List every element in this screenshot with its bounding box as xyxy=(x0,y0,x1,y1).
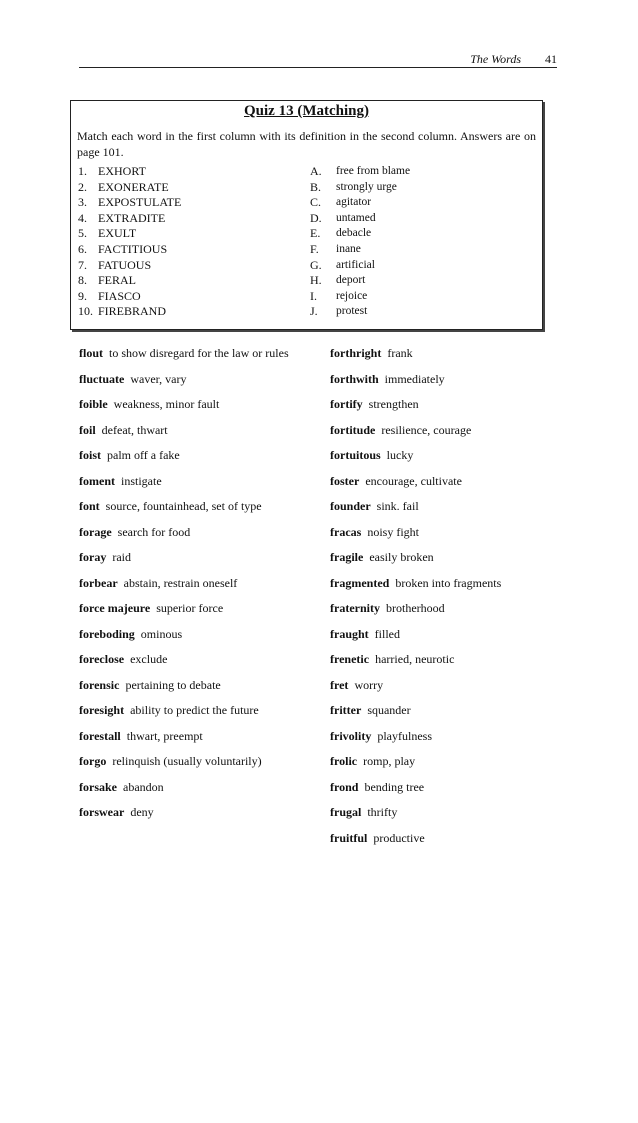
entry-definition: source, fountainhead, set of type xyxy=(105,499,262,513)
entry-word: fortitude xyxy=(330,422,376,437)
entry-word: fragile xyxy=(330,550,364,564)
quiz-row xyxy=(71,180,542,196)
entry-word: flout xyxy=(79,346,103,360)
entry-definition: pertaining to debate xyxy=(125,677,221,692)
entry-word: fruitful xyxy=(330,830,368,845)
entry-definition: superior force xyxy=(156,601,224,615)
glossary-entry xyxy=(79,396,311,412)
page-number: 41 xyxy=(545,52,557,66)
entry-definition: broken into fragments xyxy=(395,575,502,590)
entry-word: fracas xyxy=(330,524,362,539)
glossary-entry xyxy=(330,549,560,565)
entry-word: forswear xyxy=(79,805,125,819)
entry-definition: raid xyxy=(112,550,131,564)
quiz-item-word: EXTRADITE xyxy=(98,210,166,225)
glossary-entry xyxy=(330,702,560,718)
quiz-def-text: protest xyxy=(336,305,368,318)
glossary-entry xyxy=(79,626,311,642)
quiz-item-word: EXPOSTULATE xyxy=(98,195,182,210)
page-header xyxy=(79,52,557,68)
glossary-entry xyxy=(330,371,560,387)
entry-definition: defeat, thwart xyxy=(101,422,168,437)
entry-word: foray xyxy=(79,550,107,564)
glossary-right-column xyxy=(330,345,560,855)
running-title: The Words xyxy=(470,52,521,66)
entry-definition: immediately xyxy=(384,371,445,386)
entry-definition: instigate xyxy=(121,473,162,488)
glossary-entry xyxy=(330,626,560,642)
entry-word: foment xyxy=(79,473,115,488)
entry-definition: ominous xyxy=(140,626,183,641)
entry-word: foible xyxy=(79,397,108,411)
entry-word: foreboding xyxy=(79,626,135,641)
glossary-entry xyxy=(79,677,311,693)
quiz-row xyxy=(71,226,542,242)
entry-word: foster xyxy=(330,473,360,488)
glossary-entry xyxy=(79,549,311,565)
quiz-def-letter: I. xyxy=(310,288,317,303)
entry-word: foreclose xyxy=(79,652,125,666)
quiz-def-text: inane xyxy=(336,242,361,255)
quiz-item-number: 2. xyxy=(78,179,87,194)
glossary-entry xyxy=(79,422,311,438)
entry-definition: weakness, minor fault xyxy=(113,397,220,411)
glossary-entry xyxy=(330,422,560,438)
glossary-entry xyxy=(330,600,560,616)
quiz-item-word: FERAL xyxy=(98,273,137,288)
quiz-row xyxy=(71,211,542,227)
entry-word: forthwith xyxy=(330,371,379,386)
glossary-entry xyxy=(330,677,560,693)
entry-definition: deny xyxy=(130,805,154,819)
entry-word: frenetic xyxy=(330,652,370,666)
quiz-def-letter: J. xyxy=(310,304,318,319)
entry-definition: strengthen xyxy=(368,397,419,411)
entry-definition: productive xyxy=(373,830,425,845)
quiz-def-letter: G. xyxy=(310,257,322,272)
quiz-item-number: 7. xyxy=(78,257,87,272)
quiz-match-list xyxy=(71,164,542,320)
entry-word: forbear xyxy=(79,575,118,590)
quiz-item-number: 5. xyxy=(78,226,87,241)
entry-word: foist xyxy=(79,448,101,462)
quiz-item-word: FIREBRAND xyxy=(98,304,167,319)
entry-definition: waver, vary xyxy=(130,371,187,386)
quiz-row xyxy=(71,195,542,211)
quiz-item-number: 1. xyxy=(78,164,87,178)
quiz-row xyxy=(71,164,542,180)
glossary-entry xyxy=(79,575,311,591)
entry-word: fortify xyxy=(330,397,363,411)
entry-definition: filled xyxy=(374,626,400,641)
entry-definition: playfulness xyxy=(377,728,432,743)
quiz-def-letter: D. xyxy=(310,210,322,225)
glossary-entry xyxy=(79,600,311,616)
quiz-item-number: 10. xyxy=(78,304,93,319)
glossary-entry xyxy=(330,753,560,769)
entry-definition: worry xyxy=(354,677,384,692)
entry-word: foil xyxy=(79,422,96,437)
quiz-item-number: 3. xyxy=(78,195,87,210)
quiz-row xyxy=(71,304,542,320)
entry-word: fraternity xyxy=(330,601,380,615)
quiz-row xyxy=(71,258,542,274)
quiz-row xyxy=(71,273,542,289)
entry-word: forsake xyxy=(79,779,117,794)
quiz-item-word: FACTITIOUS xyxy=(98,241,168,256)
quiz-def-text: artificial xyxy=(336,258,375,271)
entry-word: force majeure xyxy=(79,601,151,615)
quiz-def-letter: H. xyxy=(310,273,322,288)
entry-definition: abandon xyxy=(123,779,164,794)
entry-definition: resilience, courage xyxy=(381,422,472,437)
entry-word: forthright xyxy=(330,346,382,360)
entry-word: founder xyxy=(330,499,371,513)
glossary-entry xyxy=(79,753,311,769)
entry-definition: thwart, preempt xyxy=(126,728,203,743)
entry-definition: relinquish (usually voluntarily) xyxy=(112,754,262,768)
glossary-entry xyxy=(330,524,560,540)
glossary-entry xyxy=(79,524,311,540)
glossary-entry xyxy=(330,651,560,667)
quiz-item-word: FIASCO xyxy=(98,288,141,303)
entry-word: fragmented xyxy=(330,575,390,590)
quiz-box xyxy=(70,100,543,330)
entry-word: fortuitous xyxy=(330,448,381,462)
glossary-entry xyxy=(330,473,560,489)
quiz-item-word: EXULT xyxy=(98,226,137,241)
entry-word: frond xyxy=(330,779,359,794)
quiz-item-number: 9. xyxy=(78,288,87,303)
quiz-item-word: EXHORT xyxy=(98,164,146,178)
quiz-title: Quiz 13 (Matching) xyxy=(244,103,369,119)
quiz-item-word: FATUOUS xyxy=(98,257,152,272)
quiz-def-letter: A. xyxy=(310,164,322,178)
quiz-def-text: untamed xyxy=(336,211,376,224)
entry-definition: abstain, restrain oneself xyxy=(123,575,238,590)
glossary-entry xyxy=(330,396,560,412)
quiz-item-number: 4. xyxy=(78,210,87,225)
quiz-row xyxy=(71,242,542,258)
entry-definition: squander xyxy=(367,703,411,717)
entry-word: fraught xyxy=(330,626,369,641)
glossary-entry xyxy=(79,447,311,463)
entry-word: fritter xyxy=(330,703,362,717)
quiz-def-text: rejoice xyxy=(336,289,368,302)
entry-word: fret xyxy=(330,677,349,692)
entry-word: frugal xyxy=(330,805,362,819)
entry-word: foresight xyxy=(79,703,125,717)
glossary-entry xyxy=(330,498,560,514)
entry-definition: thrifty xyxy=(367,805,398,819)
glossary-entry xyxy=(79,345,311,361)
glossary-entry xyxy=(330,345,560,361)
entry-word: forgo xyxy=(79,754,107,768)
entry-definition: encourage, cultivate xyxy=(365,473,462,488)
entry-definition: frank xyxy=(387,346,413,360)
entry-definition: harried, neurotic xyxy=(375,652,455,666)
glossary-entry xyxy=(79,779,311,795)
quiz-def-letter: C. xyxy=(310,195,322,210)
entry-word: frivolity xyxy=(330,728,372,743)
glossary-entry xyxy=(330,728,560,744)
quiz-def-letter: F. xyxy=(310,241,319,256)
quiz-def-letter: B. xyxy=(310,179,322,194)
glossary-entry xyxy=(330,447,560,463)
entry-definition: to show disregard for the law or rules xyxy=(109,346,289,360)
entry-word: forestall xyxy=(79,728,121,743)
quiz-item-number: 6. xyxy=(78,241,87,256)
entry-definition: bending tree xyxy=(364,779,425,794)
quiz-def-text: agitator xyxy=(336,196,372,209)
entry-definition: sink. fail xyxy=(376,499,419,513)
glossary-entry xyxy=(79,473,311,489)
entry-word: frolic xyxy=(330,754,358,768)
entry-word: font xyxy=(79,499,100,513)
quiz-def-text: deport xyxy=(336,274,366,287)
glossary-entry xyxy=(330,830,560,846)
glossary-entry xyxy=(79,702,311,718)
entry-word: fluctuate xyxy=(79,371,125,386)
glossary-entry xyxy=(79,804,311,820)
entry-definition: noisy fight xyxy=(367,524,419,539)
glossary-entry xyxy=(79,651,311,667)
quiz-row xyxy=(71,289,542,305)
glossary-entry xyxy=(79,728,311,744)
glossary-entry xyxy=(79,498,311,514)
entry-definition: lucky xyxy=(386,448,414,462)
quiz-def-letter: E. xyxy=(310,226,321,241)
quiz-def-text: debacle xyxy=(336,227,372,240)
glossary-left-column xyxy=(79,345,311,830)
entry-definition: romp, play xyxy=(363,754,416,768)
glossary-entry xyxy=(330,804,560,820)
quiz-def-text: strongly urge xyxy=(336,180,397,193)
quiz-item-word: EXONERATE xyxy=(98,179,169,194)
entry-word: forage xyxy=(79,524,112,539)
glossary-entry xyxy=(330,779,560,795)
entry-definition: palm off a fake xyxy=(107,448,180,462)
entry-definition: brotherhood xyxy=(385,601,445,615)
entry-word: forensic xyxy=(79,677,120,692)
quiz-item-number: 8. xyxy=(78,273,87,288)
header-rule xyxy=(79,67,557,68)
entry-definition: easily broken xyxy=(369,550,434,564)
quiz-def-text: free from blame xyxy=(336,165,411,177)
glossary-entry xyxy=(79,371,311,387)
quiz-instructions: Match each word in the first column with its definition in the second column. Answers are on page 101. xyxy=(77,129,536,159)
glossary-entry xyxy=(330,575,560,591)
entry-definition: search for food xyxy=(117,524,191,539)
entry-definition: ability to predict the future xyxy=(130,703,259,717)
entry-definition: exclude xyxy=(130,652,168,666)
